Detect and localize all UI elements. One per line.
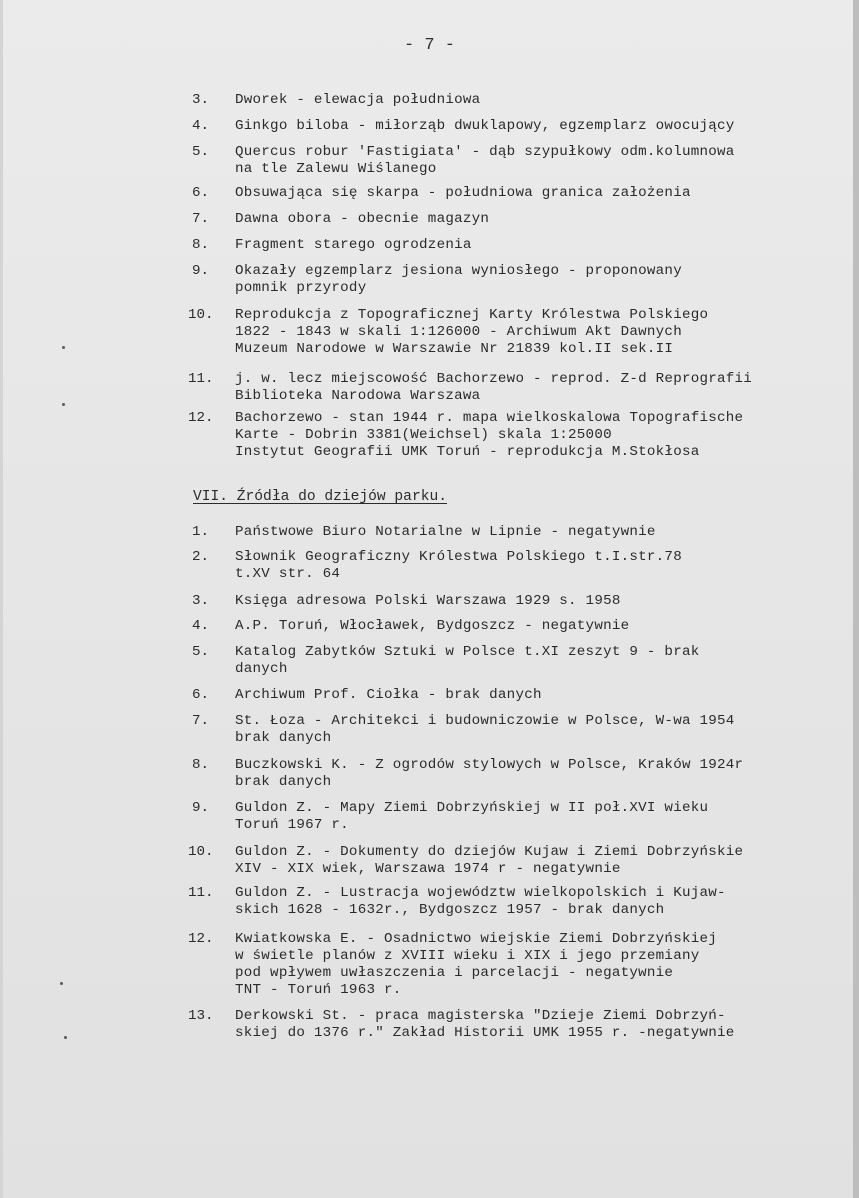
item-number: 10. <box>188 307 214 323</box>
page-edge-right <box>853 0 859 1198</box>
item-text-line: w świetle planów z XVIII wieku i XIX i jego przemiany <box>235 948 700 964</box>
punch-mark <box>62 346 65 349</box>
item-text-line: skiej do 1376 r." Zakład Historii UMK 1955 r. -negatywnie <box>235 1025 735 1041</box>
punch-mark <box>60 982 63 985</box>
item-number: 4. <box>192 118 210 134</box>
item-number: 3. <box>192 92 210 108</box>
item-number: 12. <box>188 410 214 426</box>
item-text-line: Katalog Zabytków Sztuki w Polsce t.XI zeszyt 9 - brak <box>235 644 700 660</box>
item-text-line: Państwowe Biuro Notarialne w Lipnie - negatywnie <box>235 524 656 540</box>
item-text-line: TNT - Toruń 1963 r. <box>235 982 402 998</box>
item-text-line: brak danych <box>235 774 332 790</box>
item-number: 11. <box>188 885 214 901</box>
item-text-line: t.XV str. 64 <box>235 566 341 582</box>
item-number: 2. <box>192 549 210 565</box>
item-number: 1. <box>192 524 210 540</box>
section-vii-heading: VII. Źródła do dziejów parku. <box>193 489 447 505</box>
item-text-line: Dworek - elewacja południowa <box>235 92 481 108</box>
item-text-line: Obsuwająca się skarpa - południowa granica założenia <box>235 185 691 201</box>
item-text-line: 1822 - 1843 w skali 1:126000 - Archiwum Akt Dawnych <box>235 324 682 340</box>
item-number: 4. <box>192 618 210 634</box>
item-text-line: na tle Zalewu Wiślanego <box>235 161 437 177</box>
punch-mark <box>62 403 65 406</box>
item-text-line: St. Łoza - Architekci i budowniczowie w Polsce, W-wa 1954 <box>235 713 735 729</box>
item-text-line: Słownik Geograficzny Królestwa Polskiego t.I.str.78 <box>235 549 682 565</box>
item-number: 5. <box>192 644 210 660</box>
item-number: 9. <box>192 800 210 816</box>
item-text-line: XIV - XIX wiek, Warszawa 1974 r - negatywnie <box>235 861 621 877</box>
item-text-line: Buczkowski K. - Z ogrodów stylowych w Polsce, Kraków 1924r <box>235 757 744 773</box>
page-number: - 7 - <box>403 36 455 55</box>
item-text-line: Księga adresowa Polski Warszawa 1929 s. 1958 <box>235 593 621 609</box>
item-text-line: Biblioteka Narodowa Warszawa <box>235 388 481 404</box>
item-text-line: pod wpływem uwłaszczenia i parcelacji - negatywnie <box>235 965 674 981</box>
item-text-line: Fragment starego ogrodzenia <box>235 237 472 253</box>
item-text-line: Reprodukcja z Topograficznej Karty Królestwa Polskiego <box>235 307 709 323</box>
item-text-line: Kwiatkowska E. - Osadnictwo wiejskie Ziemi Dobrzyńskiej <box>235 931 718 947</box>
item-text-line: danych <box>235 661 288 677</box>
item-text-line: Karte - Dobrin 3381(Weichsel) skala 1:25000 <box>235 427 612 443</box>
item-text-line: Okazały egzemplarz jesiona wyniosłego - proponowany <box>235 263 682 279</box>
page-edge-left <box>0 0 3 1198</box>
punch-mark <box>64 1036 67 1039</box>
item-text-line: Quercus robur 'Fastigiata' - dąb szypułkowy odm.kolumnowa <box>235 144 735 160</box>
item-text-line: Toruń 1967 r. <box>235 817 349 833</box>
item-number: 3. <box>192 593 210 609</box>
item-number: 6. <box>192 687 210 703</box>
item-text-line: brak danych <box>235 730 332 746</box>
item-text-line: Archiwum Prof. Ciołka - brak danych <box>235 687 542 703</box>
item-text-line: Guldon Z. - Lustracja województw wielkopolskich i Kujaw- <box>235 885 726 901</box>
item-number: 10. <box>188 844 214 860</box>
item-text-line: Derkowski St. - praca magisterska "Dzieje Ziemi Dobrzyń- <box>235 1008 726 1024</box>
item-text-line: Instytut Geografii UMK Toruń - reprodukcja M.Stokłosa <box>235 444 700 460</box>
item-text-line: Guldon Z. - Mapy Ziemi Dobrzyńskiej w II poł.XVI wieku <box>235 800 709 816</box>
item-number: 11. <box>188 371 214 387</box>
item-text-line: Bachorzewo - stan 1944 r. mapa wielkoskalowa Topografische <box>235 410 744 426</box>
item-text-line: skich 1628 - 1632r., Bydgoszcz 1957 - brak danych <box>235 902 665 918</box>
item-number: 6. <box>192 185 210 201</box>
item-text-line: Guldon Z. - Dokumenty do dziejów Kujaw i Ziemi Dobrzyńskie <box>235 844 744 860</box>
item-number: 7. <box>192 211 210 227</box>
item-number: 12. <box>188 931 214 947</box>
item-text-line: Muzeum Narodowe w Warszawie Nr 21839 kol.II sek.II <box>235 341 674 357</box>
item-text-line: pomnik przyrody <box>235 280 367 296</box>
item-text-line: j. w. lecz miejscowość Bachorzewo - reprod. Z-d Reprografii <box>235 371 753 387</box>
item-number: 9. <box>192 263 210 279</box>
item-number: 5. <box>192 144 210 160</box>
item-text-line: Ginkgo biloba - miłorząb dwuklapowy, egzemplarz owocujący <box>235 118 735 134</box>
item-number: 8. <box>192 237 210 253</box>
item-text-line: A.P. Toruń, Włocławek, Bydgoszcz - negatywnie <box>235 618 630 634</box>
item-text-line: Dawna obora - obecnie magazyn <box>235 211 490 227</box>
item-number: 8. <box>192 757 210 773</box>
item-number: 7. <box>192 713 210 729</box>
item-number: 13. <box>188 1008 214 1024</box>
